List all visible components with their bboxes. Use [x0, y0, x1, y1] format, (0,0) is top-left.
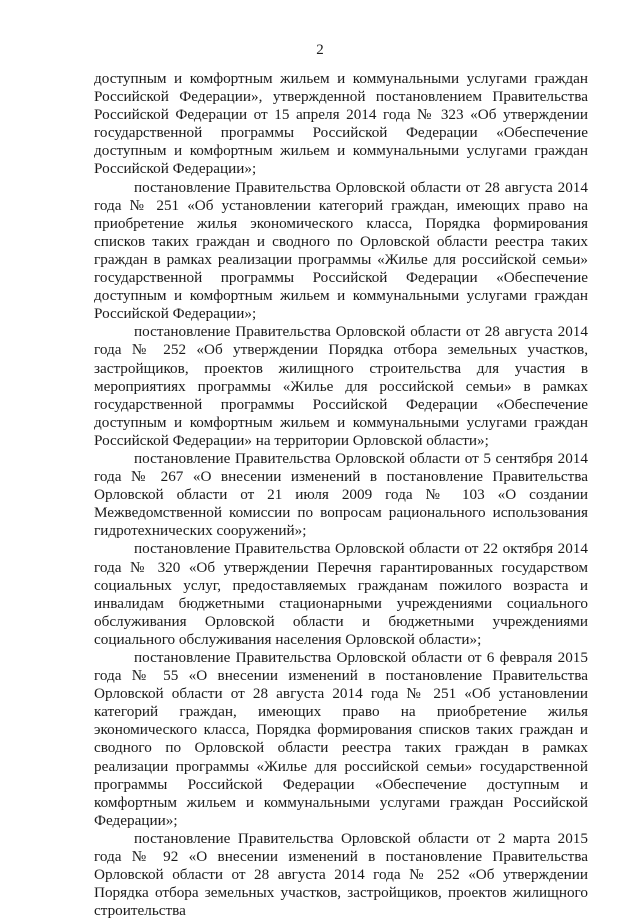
paragraph-decree-92: постановление Правительства Орловской области от 2 марта 2015 года № 92 «О внесении изменений в постановление Правительства Орловской области от 28 августа 2014 года № 252 «Об утверждении Порядка отбора земельных участков, застройщиков, проектов жилищного строительства — [94, 829, 588, 920]
paragraph-decree-55: постановление Правительства Орловской области от 6 февраля 2015 года № 55 «О внесении изменений в постановление Правительства Орловской области от 28 августа 2014 года № 251 «Об установлении категорий граждан, имеющих право на приобретение жилья экономического класса, Порядка формирования списков таких граждан и сводного по Орловской области реестра таких граждан в рамках реализации программы «Жилье для российской семьи» государственной программы Российской Федерации «Обеспечение доступным и комфортным жильем и коммунальными услугами граждан Российской Федерации»; — [94, 649, 588, 829]
paragraph-decree-267: постановление Правительства Орловской области от 5 сентября 2014 года № 267 «О внесении изменений в постановление Правительства Орловской области от 21 июля 2009 года № 103 «О создании Межведомственной комиссии по вопросам рационального использования гидротехнических сооружений»; — [94, 449, 588, 540]
paragraph-decree-320: постановление Правительства Орловской области от 22 октября 2014 года № 320 «Об утверждении Перечня гарантированных государством социальных услуг, предоставляемых гражданам пожилого возраста и инвалидам бюджетными стационарными учреждениями социального обслуживания Орловской области и бюджетными учреждениями социального обслуживания населения Орловской области»; — [94, 540, 588, 648]
page-number: 2 — [316, 42, 324, 58]
paragraph-decree-252: постановление Правительства Орловской области от 28 августа 2014 года № 252 «Об утверждении Порядка отбора земельных участков, застройщиков, проектов жилищного строительства для участия в мероприятиях программы «Жилье для российской семьи» в рамках государственной программы Российской Федерации «Обеспечение доступным и комфортным жильем и коммунальными услугами граждан Российской Федерации» на территории Орловской области»; — [94, 323, 588, 449]
paragraph-decree-251: постановление Правительства Орловской области от 28 августа 2014 года № 251 «Об установлении категорий граждан, имеющих право на приобретение жилья экономического класса, Порядка формирования списков таких граждан и сводного по Орловской области реестра таких граждан в рамках реализации программы «Жилье для российской семьи» государственной программы Российской Федерации «Обеспечение доступным и комфортным жильем и коммунальными услугами граждан Российской Федерации»; — [94, 178, 588, 323]
paragraph-continuation: доступным и комфортным жильем и коммунальными услугами граждан Российской Федерации», утвержденной постановлением Правительства Российской Федерации от 15 апреля 2014 года № 323 «Об утверждении государственной программы Российской Федерации «Обеспечение доступным и комфортным жильем и коммунальными услугами граждан Российской Федерации»; — [94, 70, 588, 178]
document-body — [94, 70, 588, 920]
